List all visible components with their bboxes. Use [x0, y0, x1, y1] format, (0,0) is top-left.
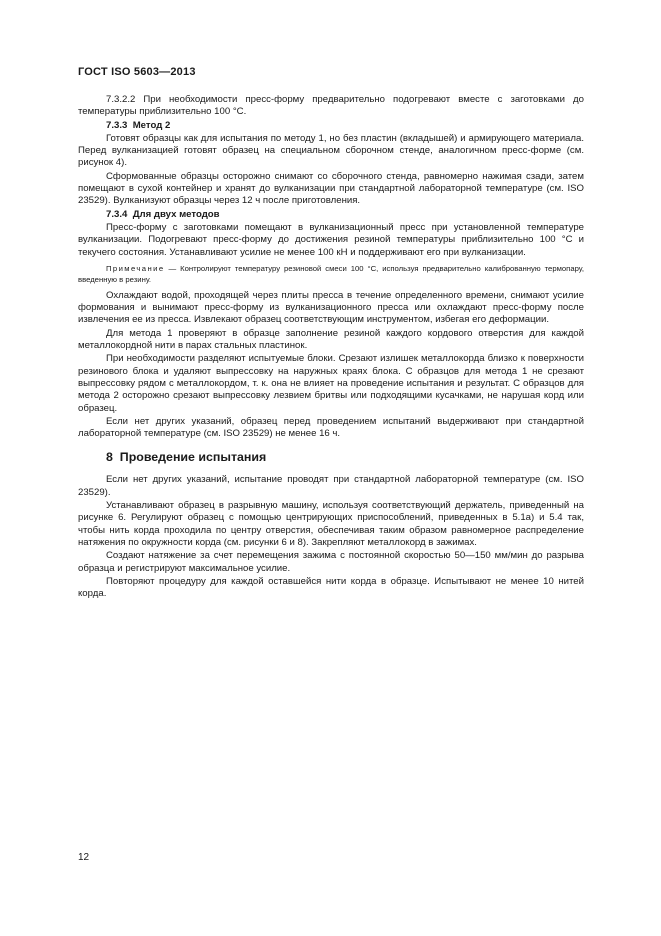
paragraph: Создают натяжение за счет перемещения зажима с постоянной скоростью 50—150 мм/мин до разрыва образца и регистрируют максимальное усилие.: [78, 550, 584, 574]
document-header: ГОСТ ISO 5603—2013: [78, 66, 196, 78]
subsection-number: 7.3.3: [106, 119, 128, 131]
note: [78, 263, 584, 285]
paragraph: Если нет других указаний, образец перед проведением испытаний выдерживают при стандартной лабораторной температуре (см. ISO 23529) не менее 16 ч.: [78, 415, 584, 440]
subsection-heading-7-3-3: [106, 120, 584, 132]
subsection-title: Метод 2: [132, 119, 171, 131]
paragraph: Готовят образцы как для испытания по методу 1, но без пластин (вкладышей) и армирующего материала. Перед вулканизацией готовят образец на специальном сборочном стенде, аналогичном пресс-форме (см. рисунок 4).: [78, 132, 584, 169]
subsection-title: Для двух методов: [132, 208, 220, 220]
page-number: 12: [78, 852, 90, 863]
section-heading-8: [106, 450, 584, 465]
note-text: — Контролируют температуру резиновой смеси 100 °С, используя предварительно калиброванную термопару, введенную в резину.: [78, 263, 584, 284]
section-number: 8: [106, 450, 113, 465]
paragraph: Повторяют процедуру для каждой оставшейся нити корда в образце. Испытывают не менее 10 нитей корда.: [78, 575, 584, 600]
paragraph: Если нет других указаний, испытание проводят при стандартной лабораторной температуре (см. ISO 23529).: [78, 474, 584, 498]
paragraph: Сформованные образцы осторожно снимают со сборочного стенда, равномерно нажимая сзади, затем помещают в сухой контейнер и хранят до вулканизации при стандартной лабораторной температуре (см. ISO 23529). Вулканизуют образцы через 12 ч после приготовления.: [78, 170, 584, 207]
section-title: Проведение испытания: [119, 450, 267, 465]
subsection-number: 7.3.4: [106, 208, 128, 220]
paragraph: Охлаждают водой, проходящей через плиты пресса в течение определенного времени, снимают усилие формования и вынимают пресс-форму из вулканизационного пресса или охлаждают пресс-форму после извлечения ее из пресса. Извлекают образец соответствующим инструментом, избегая его деформации.: [78, 289, 584, 326]
paragraph: При необходимости разделяют испытуемые блоки. Срезают излишек металлокорда близко к поверхности резинового блока и удаляют выпрессовку на наружных краях блока. С образцов для метода 1 не срезают выпрессовку рядом с металлокордом, т. к. она не влияет на проведение испытания и результат. С образцов для метода 2 осторожно срезают выпрессовку лезвием бритвы или подходящими кусачками, не нарушая корд или образец.: [78, 353, 584, 414]
paragraph-7-3-2-2: 7.3.2.2 При необходимости пресс-форму предварительно подогревают вместе с заготовками до температуры приблизительно 100 °С.: [78, 94, 584, 118]
paragraph: Для метода 1 проверяют в образце заполнение резиной каждого кордового отверстия для каждой металлокордной нити в парах стальных пластинок.: [78, 327, 584, 352]
paragraph: Устанавливают образец в разрывную машину, используя соответствующий держатель, приведенный на рисунке 6. Регулируют образец с помощью центрирующих приспособлений, приведенных в 5.1а) и 5.4 так, чтобы нить корда проходила по центру отверстия, обеспечивая таким образом равномерное распределение натяжения по окружности корда (см. рисунки 6 и 8). Закрепляют металлокорд в зажимах.: [78, 500, 584, 548]
subsection-heading-7-3-4: [106, 209, 584, 221]
document-body: [78, 94, 584, 601]
note-label: Примечание: [106, 263, 165, 273]
paragraph: Пресс-форму с заготовками помещают в вулканизационный пресс при установленной температуре вулканизации. Подогревают пресс-форму до достижения резиной температуры приблизительно 100 °С и текучего состояния. Устанавливают усилие не менее 100 кН и поддерживают его при вулканизации.: [78, 221, 584, 258]
